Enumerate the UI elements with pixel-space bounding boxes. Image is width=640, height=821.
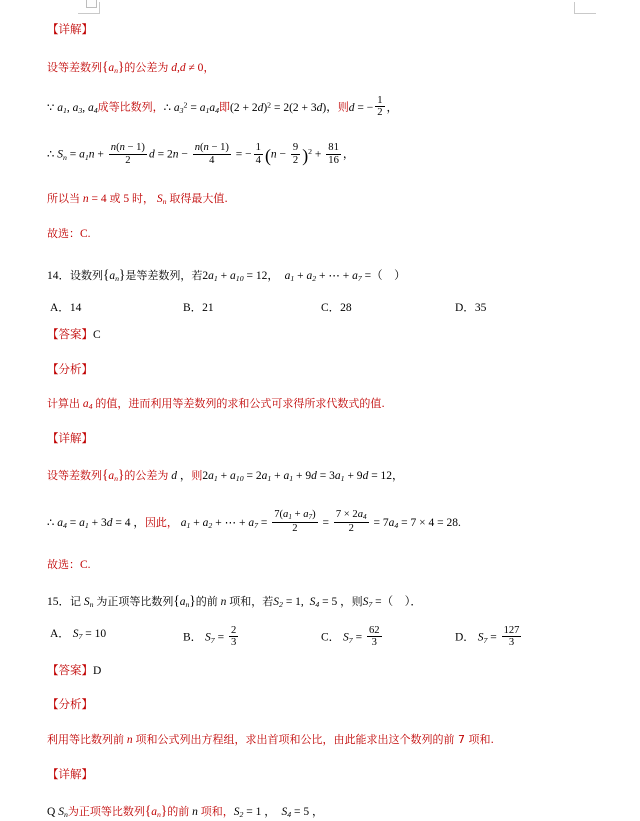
q14-detail-line-1: 设等差数列$\{a_n\}$的公差为 d ，则$2a_1 + a_{10} = 2a_1 + a_1 + 9d = 3a_1 + 9d = 12$， — [47, 467, 404, 484]
q13-conclusion-line: 所以当 n = 4 或 5 时， $S_n$ 取得最大值. — [47, 192, 228, 207]
q15-analysis-tag: 【分析】 — [47, 699, 93, 712]
q13-detail-line-2: ∵ $a_1$, $a_3$, $a_4$成等比数列，∴ $a_3^2 = a_1a_4$即$(2 + 2d)^2 = 2(2 + 3d)$，则d = − $\frac{1}{2}$ ， — [47, 95, 399, 119]
q14-choose-line: 故选：C. — [47, 557, 91, 571]
q15-option-b[interactable]: B． $S_7$ = $\frac{2}{3}$ — [183, 624, 237, 649]
q14-detail-line-2: ∴ $a_4 = a_1 + 3d = 4$ ，因此， $a_1 + a_2$ + ⋯ + $a_7$ = $\frac{7(a_1 + a_7)}{2}$ = $\frac{7 \times 2a_4}{2}$ = $7a_4 = 7 \times 4 = 28$. — [47, 509, 461, 534]
q14-stem: 14．设数列$\{a_n\}$是等差数列，若$2a_1 + a_{10} = 12$， $a_1 + a_2$ + ⋯ + $a_7$ =（ ） — [47, 267, 406, 284]
q13-detail-tag: 【详解】 — [47, 24, 93, 36]
q14-option-b[interactable]: B．21 — [183, 302, 214, 315]
q15-detail-tag: 【详解】 — [47, 768, 93, 781]
q14-analysis-text: 计算出 $a_4$ 的值，进而利用等差数列的求和公式可求得所求代数式的值. — [47, 397, 385, 412]
q15-analysis-text: 利用等比数列前 n 项和公式列出方程组，求出首项和公比，由此能求出这个数列的前 7 项和. — [47, 732, 494, 746]
q13-choose-line: 故选：C. — [47, 226, 91, 240]
content-column — [47, 14, 595, 821]
q14-options — [47, 299, 595, 319]
q13-detail-line-3: ∴ $S_n = a_1n$ + $\frac{n(n - 1)}{2}$ d = 2n − $\frac{n(n - 1)}{4}$ = − $\frac{1}{4}$ (n − $\frac{9}{2}$ )$^2$ + $\frac{81}{16}$ ， — [47, 142, 355, 166]
q14-answer-line: 【答案】C — [47, 329, 101, 342]
q15-option-c[interactable]: C． $S_7$ = $\frac{62}{3}$ — [321, 624, 380, 649]
q15-stem: 15．记 $S_n$ 为正项等比数列$\{a_n\}$的前 n 项和，若$S_2 = 1$, $S_4 = 5$ ，则$S_7$ =（ ）． — [47, 593, 422, 610]
q14-detail-tag: 【详解】 — [47, 432, 93, 445]
q14-option-a[interactable]: A．14 — [50, 302, 82, 315]
q15-option-d[interactable]: D． $S_7$ = $\frac{127}{3}$ — [455, 624, 520, 649]
q15-answer-line: 【答案】D — [47, 664, 102, 677]
q14-analysis-tag: 【分析】 — [47, 363, 93, 376]
q14-option-c[interactable]: C．28 — [321, 302, 352, 315]
q15-options — [47, 625, 595, 655]
q14-option-d[interactable]: D．35 — [455, 302, 487, 315]
page-tab-mark — [86, 0, 97, 8]
q15-option-a[interactable]: A． $S_7 = 10$ — [50, 627, 107, 642]
q15-detail-line-1: Q $S_n$为正项等比数列$\{a_n\}$的前 n 项和，$S_2 = 1$ ， $S_4 = 5$ ， — [47, 803, 324, 820]
q13-detail-line-1: 设等差数列$\{a_n\}$的公差为 d,d ≠ 0， — [47, 58, 215, 75]
